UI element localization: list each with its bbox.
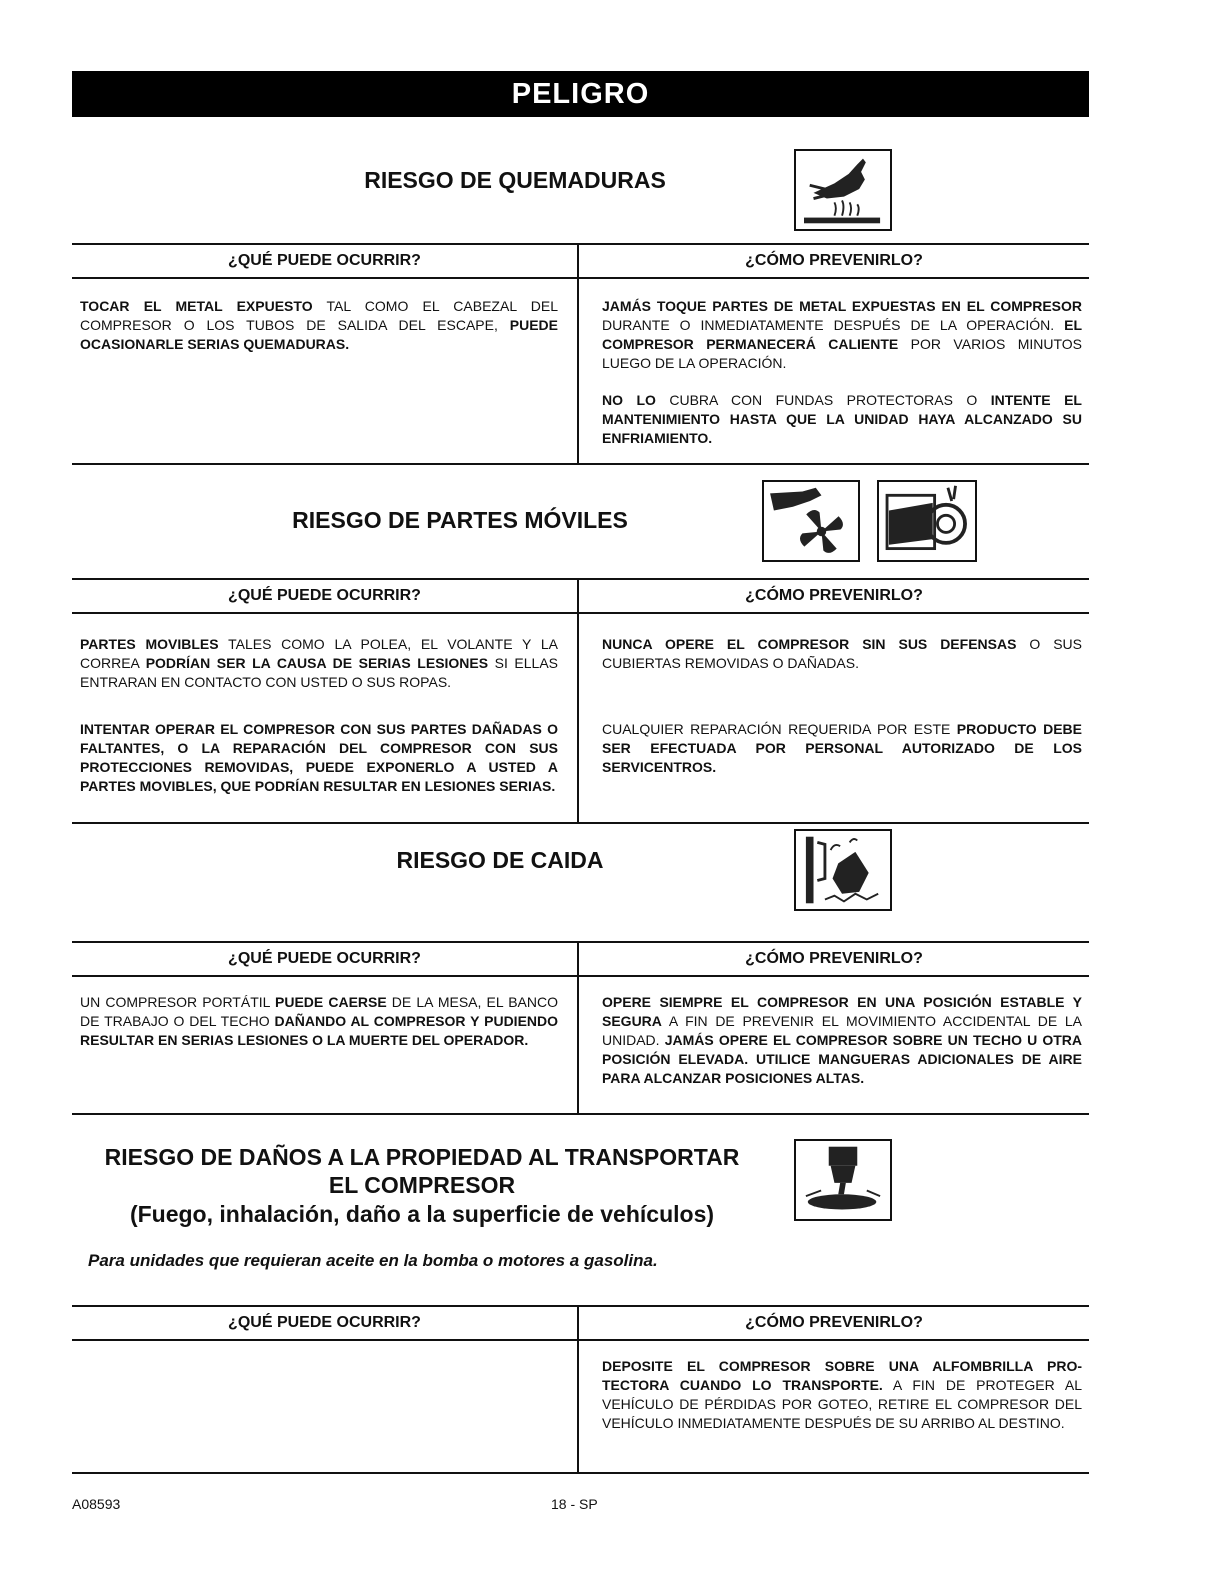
transport-hazard-table xyxy=(72,1305,1089,1474)
document-code: A08593 xyxy=(72,1496,121,1512)
moving-parts-table xyxy=(72,578,1089,824)
fall-prevention-text: OPERE SIEMPRE EL COMPRESOR EN UNA POSICIÓN ESTABLE Y SEGURA A FIN DE PREVENIR EL MOVIMIENTO ACCIDENTAL DE LA UNIDAD. JAMÁS OPERE EL COMPRESOR SOBRE UN TECHO U OTRA POSICIÓN ELEVADA. UTILICE MANGUERAS ADICIONALES DE AIRE PARA ALCANZAR POSICIONES ALTAS. xyxy=(602,994,1083,1086)
column-divider xyxy=(577,580,579,822)
what-can-happen-header: ¿QUÉ PUEDE OCURRIR? xyxy=(228,950,421,967)
transport-hazard-title-line1: RIESGO DE DAÑOS A LA PROPIEDAD AL TRANSPORTAR xyxy=(104,1144,740,1170)
burn-hazard-title: RIESGO DE QUEMADURAS xyxy=(364,167,666,193)
oil-spill-icon xyxy=(794,1139,892,1221)
fan-hand-icon xyxy=(762,480,860,562)
hot-surface-icon xyxy=(794,149,892,231)
moving-parts-title: RIESGO DE PARTES MÓVILES xyxy=(292,507,628,533)
fall-hazard-title: RIESGO DE CAIDA xyxy=(396,847,604,873)
falling-object-icon xyxy=(794,829,892,911)
transport-hazard-subtitle: (Fuego, inhalación, daño a la superficie de vehículos) xyxy=(129,1201,715,1227)
column-divider xyxy=(577,943,579,1113)
how-to-prevent-header: ¿CÓMO PREVENIRLO? xyxy=(745,252,923,269)
transport-note: Para unidades que requieran aceite en la bomba o motores a gasolina. xyxy=(88,1251,658,1270)
how-to-prevent-header: ¿CÓMO PREVENIRLO? xyxy=(745,587,923,604)
burn-risk-text: TOCAR EL METAL EXPUESTO TAL COMO EL CABEZAL DEL COMPRESOR O LOS TUBOS DE SALIDA DEL ESCAPE, PUEDE OCASIONARLE SERIAS QUEMADURAS. xyxy=(80,298,558,352)
what-can-happen-header: ¿QUÉ PUEDE OCURRIR? xyxy=(228,587,421,604)
how-to-prevent-header: ¿CÓMO PREVENIRLO? xyxy=(745,1314,923,1331)
fall-risk-text: UN COMPRESOR PORTÁTIL PUEDE CAERSE DE LA MESA, EL BANCO DE TRABAJO O DEL TECHO DAÑANDO AL COMPRESOR Y PUDIENDO RESULTAR EN SERIAS LESIONES O LA MUERTE DEL OPERADOR. xyxy=(80,994,559,1048)
fall-hazard-table xyxy=(72,941,1089,1115)
belt-pulley-icon xyxy=(877,480,977,562)
page-number: 18 - SP xyxy=(551,1496,598,1512)
column-divider xyxy=(577,1307,579,1472)
how-to-prevent-header: ¿CÓMO PREVENIRLO? xyxy=(745,950,923,967)
column-divider xyxy=(577,245,579,463)
moving-prevention-text-1: NUNCA OPERE EL COMPRESOR SIN SUS DEFENSAS O SUS CUBIERTAS REMOVIDAS O DAÑADAS. xyxy=(602,636,1082,671)
danger-banner: PELIGRO xyxy=(72,71,1089,117)
transport-hazard-title-line2: EL COMPRESOR xyxy=(328,1172,516,1198)
what-can-happen-header: ¿QUÉ PUEDE OCURRIR? xyxy=(228,252,421,269)
burn-prevention-text-1: JAMÁS TOQUE PARTES DE METAL EXPUESTAS EN EL COMPRESOR DURANTE O INMEDIATAMENTE DESPUÉS DE LA OPERACIÓN. EL COMPRESOR PERMANECERÁ CALIENTE POR VARIOS MINUTOS LUEGO DE LA OPERACIÓN. xyxy=(602,298,1082,371)
moving-prevention-text-2: CUALQUIER REPARACIÓN REQUERIDA POR ESTE PRODUCTO DEBE SER EFECTUADA POR PERSONAL AUTORIZADO DE LOS SERVICENTROS. xyxy=(602,721,1082,775)
burn-prevention-text-2: NO LO CUBRA CON FUNDAS PROTECTORAS O INTENTE EL MANTENIMIENTO HASTA QUE LA UNIDAD HAYA ALCANZADO SU ENFRIAMIENTO. xyxy=(602,392,1082,446)
what-can-happen-header: ¿QUÉ PUEDE OCURRIR? xyxy=(228,1314,421,1331)
moving-risk-text-1: PARTES MOVIBLES TALES COMO LA POLEA, EL VOLANTE Y LA CORREA PODRÍAN SER LA CAUSA DE SERIAS LESIONES SI ELLAS ENTRARAN EN CONTACTO CON USTED O SUS ROPAS. xyxy=(80,636,559,690)
burn-hazard-table xyxy=(72,243,1089,465)
transport-prevention-text: DEPOSITE EL COMPRESOR SOBRE UNA ALFOMBRILLA PRO-TECTORA CUANDO LO TRANSPORTE. A FIN DE PROTEGER AL VEHÍCULO DE PÉRDIDAS POR GOTEO, RETIRE EL COMPRESOR DEL VEHÍCULO INMEDIATAMENTE DESPUÉS DE SU ARRIBO AL DESTINO. xyxy=(602,1358,1082,1431)
moving-risk-text-2: INTENTAR OPERAR EL COMPRESOR CON SUS PARTES DAÑADAS O FALTANTES, O LA REPARACIÓN DEL COMPRESOR CON SUS PROTECCIONES REMOVIDAS, PUEDE EXPONERLO A USTED A PARTES MOVIBLES, QUE PODRÍAN RESULTAR EN LESIONES SERIAS. xyxy=(80,721,558,794)
